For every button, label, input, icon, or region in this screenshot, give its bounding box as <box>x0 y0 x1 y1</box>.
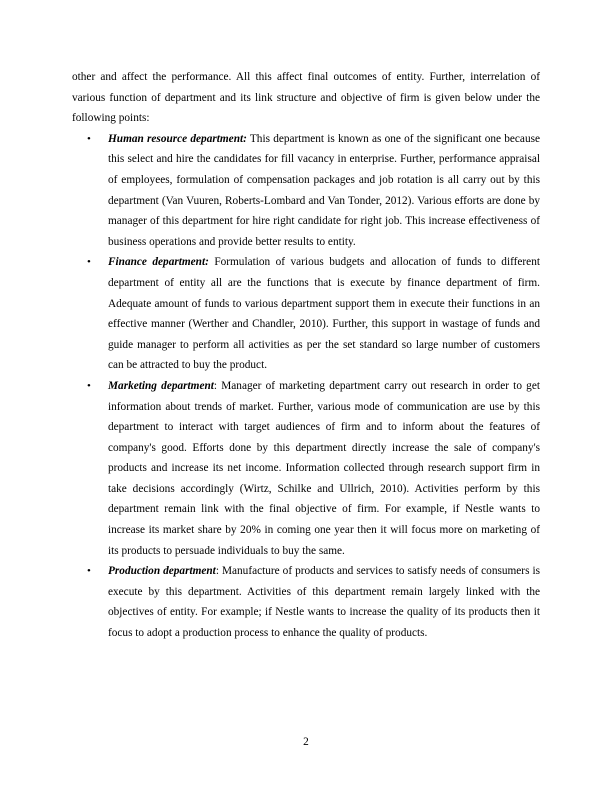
list-item-finance <box>72 252 540 376</box>
list-item-hr <box>72 129 540 253</box>
item-term: Human resource department: <box>108 132 247 145</box>
page-content <box>72 67 540 644</box>
list-item-production <box>72 561 540 643</box>
item-text: This department is known as one of the significant one because this select and hire the candidates for fill vacancy in enterprise. Further, performance appraisal of employees, formulation of compensation packages and job rotation is all carry out by this department (Van Vuuren, Roberts-Lombard and Van Tonder, 2012). Various efforts are done by manager of this department for hire right candidate for right job. This increase effectiveness of business operations and provide better results to entity. <box>108 132 541 248</box>
intro-paragraph: other and affect the performance. All this affect final outcomes of entity. Further, interrelation of various function of department and its link structure and objective of firm is given below under the following points: <box>72 71 540 125</box>
item-text: : Manager of marketing department carry out research in order to get information about trends of market. Further, various mode of communication are use by this department to interact with target audiences of firm and to inform about the features of company's good. Efforts done by this department directly increase the sale of company's products and increase its net income. Information collected through research support firm in take decisions accordingly (Wirtz, Schilke and Ullrich, 2010). Activities perform by this department remain link with the final objective of firm. For example, if Nestle wants to increase its market share by 20% in coming one year then it will focus more on marketing of its products to persuade individuals to buy the same. <box>108 379 540 557</box>
item-term: Production department <box>108 565 216 578</box>
bullet-icon: • <box>87 256 91 269</box>
item-term: Marketing department <box>108 379 214 392</box>
item-text: : Manufacture of products and services to satisfy needs of consumers is execute by this department. Activities of this department remain largely linked with the objectives of entity. For example; if Nestle wants to increase the quality of its products then it focus to adopt a production process to enhance the quality of products. <box>108 565 541 640</box>
list-item-marketing <box>72 376 540 561</box>
department-list <box>72 129 540 644</box>
item-term: Finance department: <box>108 256 209 269</box>
bullet-icon: • <box>87 565 91 578</box>
item-text: Formulation of various budgets and allocation of funds to different department of entity all are the functions that is execute by finance department of firm. Adequate amount of funds to various department support them in execute their functions in an effective manner (Werther and Chandler, 2010). Further, this support in wastage of funds and guide manager to perform all activities as per the set standard so large number of customers can be attracted to buy the product. <box>108 256 540 372</box>
bullet-icon: • <box>87 132 91 145</box>
page-number: 2 <box>303 736 309 748</box>
bullet-icon: • <box>87 379 91 392</box>
